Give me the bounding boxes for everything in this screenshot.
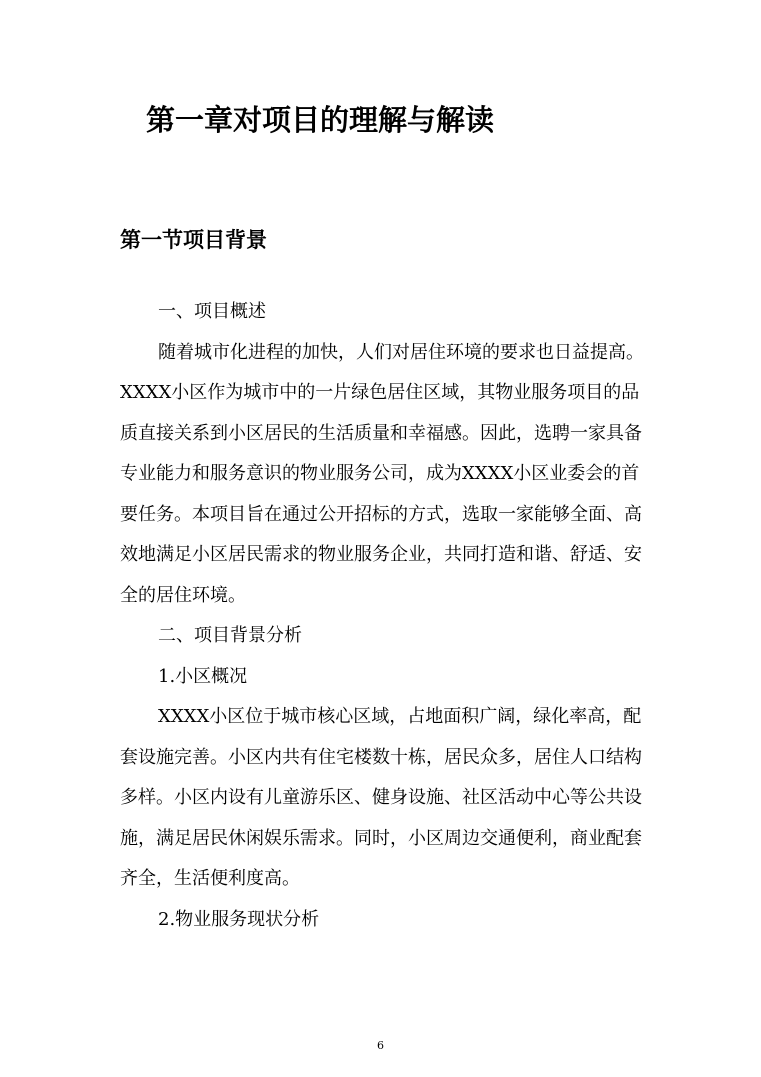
page-number: 6 [377, 1039, 384, 1052]
paragraph-project-overview: 随着城市化进程的加快，人们对居住环境的要求也日益提高。XXXX小区作为城市中的一片绿色居住区域，其物业服务项目的品质直接关系到小区居民的生活质量和幸福感。因此，选聘一家具备专业能力和服务意识的物业服务公司，成为XXXX小区业委会的首要任务。本项目旨在通过公开招标的方式，选取一家能够全面、高效地满足小区居民需求的物业服务企业，共同打造和谐、舒适、安全的居住环境。 [120, 341, 644, 606]
subheading-background-analysis: 二、项目背景分析 [158, 625, 302, 646]
body-text [120, 292, 648, 940]
paragraph-community-overview: XXXX小区位于城市核心区域，占地面积广阔，绿化率高，配套设施完善。小区内共有住宅楼数十栋，居民众多，居住人口结构多样。小区内设有儿童游乐区、健身设施、社区活动中心等公共设施，满足居民休闲娱乐需求。同时，小区周边交通便利，商业配套齐全，生活便利度高。 [120, 706, 642, 889]
subheading-property-service-status: 2.物业服务现状分析 [158, 908, 320, 930]
subheading-community-overview: 1.小区概况 [158, 665, 248, 687]
subheading-project-overview: 一、项目概述 [158, 301, 266, 322]
section-title: 第一节项目背景 [120, 227, 267, 252]
chapter-title: 第一章对项目的理解与解读 [146, 103, 495, 137]
